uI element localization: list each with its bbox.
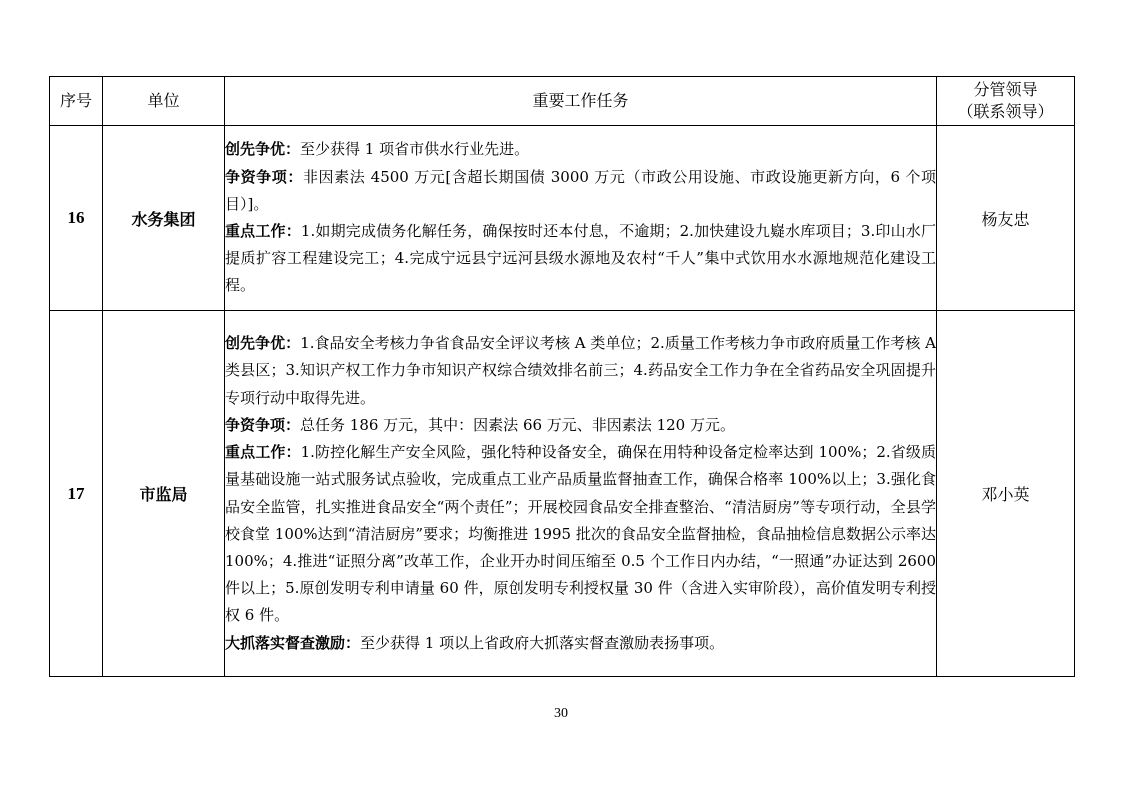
task-item [225,330,936,412]
task-item [225,630,936,657]
task-item [225,218,936,300]
task-item-text: 1.食品安全考核力争省食品安全评议考核 A 类单位；2.质量工作考核力争市政府质量工作考核 A 类县区；3.知识产权工作力争市知识产权综合绩效排名前三；4.药品安全工作力争在全省药品安全巩固提升专项行动中取得先进。 [225,334,936,407]
task-item-text: 至少获得 1 项以上省政府大抓落实督查激励表扬事项。 [360,633,725,652]
header-unit: 单位 [103,77,225,126]
task-item-text: 总任务 186 万元，其中：因素法 66 万元、非因素法 120 万元。 [300,415,735,434]
row-unit: 市监局 [103,311,225,677]
header-serial-number: 序号 [50,77,103,126]
table-row [50,126,1075,311]
task-item-text: 至少获得 1 项省市供水行业先进。 [300,140,530,159]
task-item-text: 非因素法 4500 万元[含超长期国债 3000 万元（市政公用设施、市政设施更新方向，6 个项目）]。 [225,167,936,213]
table-row [50,311,1075,677]
task-item-text: 1.防控化解生产安全风险，强化特种设备安全，确保在用特种设备定检率达到 100%；2.省级质量基础设施一站式服务试点验收，完成重点工业产品质量监督抽查工作，确保合格率 100%以上；3.强化食品安全监管，扎实推进食品安全“两个责任”；开展校园食品安全排查整治、“清洁厨房”等专项行动，全县学校食堂 100%达到“清洁厨房”要求；均衡推进 1995 批次的食品安全监督抽检，食品抽检信息数据公示率达 100%；4.推进“证照分离”改革工作，企业开办时间压缩至 0.5 个工作日内办结，“一照通”办证达到 2600 件以上；5.原创发明专利申请量 60 件，原创发明专利授权量 30 件（含进入实审阶段），高价值发明专利授权 6 件。 [225,443,936,625]
row-serial-number: 17 [50,311,103,677]
row-tasks [225,126,937,311]
row-unit: 水务集团 [103,126,225,311]
task-item [225,164,936,218]
header-leader-line1: 分管领导 [973,80,1038,99]
row-serial-number: 16 [50,126,103,311]
table-header-row [50,77,1075,126]
task-item-label: 争资争项： [225,167,303,186]
row-leader: 邓小英 [937,311,1075,677]
task-item-label: 创先争优： [225,334,301,353]
page-number: 30 [554,706,568,721]
task-item-label: 重点工作： [225,443,301,462]
task-item-label: 大抓落实督查激励： [225,633,361,652]
task-item [225,412,936,439]
task-item-label: 创先争优： [225,140,301,159]
row-leader: 杨友忠 [937,126,1075,311]
task-item [225,136,936,163]
task-item-label: 争资争项： [225,415,301,434]
header-leader-line2: （联系领导） [957,102,1054,121]
task-item-text: 1.如期完成债务化解任务，确保按时还本付息，不逾期；2.加快建设九嶷水库项目；3.印山水厂提质扩容工程建设完工；4.完成宁远县宁远河县级水源地及农村“千人”集中式饮用水水源地规范化建设工程。 [225,222,936,295]
work-task-table [49,76,1075,677]
header-key-tasks: 重要工作任务 [225,77,937,126]
task-item-label: 重点工作： [225,222,301,240]
row-tasks [225,311,937,677]
task-item [225,439,936,629]
header-leader [937,77,1075,126]
